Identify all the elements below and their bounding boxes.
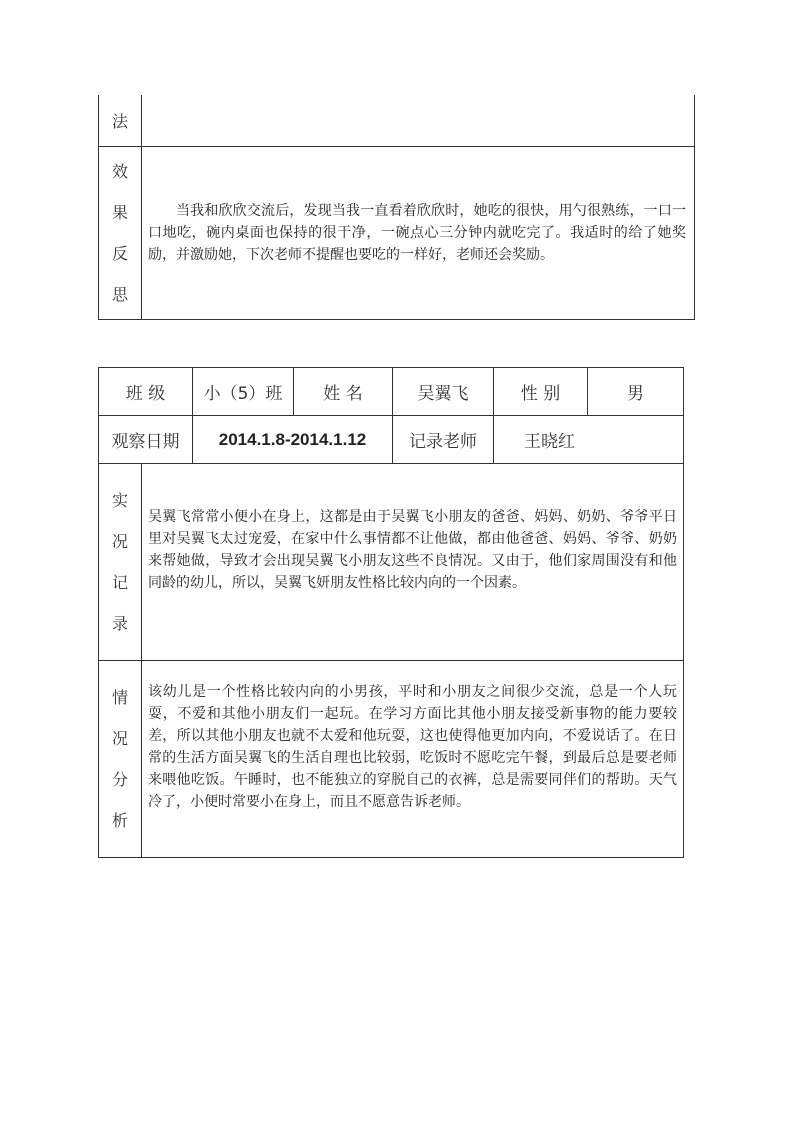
record-text: 吴翼飞常常小便小在身上，这都是由于吴翼飞小朋友的爸爸、妈妈、奶奶、爷爷平日里对吴翼飞太过宠爱，在家中什么事情都不让他做，都由他爸爸、妈妈、爷爷、奶奶来帮她做，导致才会出现吴翼飞小朋友这些不良情况。又由于，他们家周围没有和他同龄的幼儿，所以，吴翼飞妍朋友性格比较内向的一个因素。 (148, 509, 677, 591)
effect-label (99, 146, 142, 319)
record-label-char: 况 (111, 532, 128, 551)
method-label (99, 95, 142, 146)
analysis-label-char: 况 (111, 729, 128, 748)
method-content (142, 95, 695, 146)
analysis-text-cell (142, 661, 684, 858)
method-label-char: 法 (111, 111, 128, 131)
teacher-value: 王晓红 (494, 416, 684, 464)
record-label (99, 464, 142, 661)
class-value: 小（5）班 (193, 368, 294, 416)
info-row-2 (99, 416, 684, 464)
effect-text-cell (142, 146, 695, 319)
record-label-char: 录 (111, 614, 128, 633)
observation-table-2 (98, 367, 684, 858)
name-value: 吴翼飞 (393, 368, 494, 416)
analysis-label (99, 661, 142, 858)
gender-label: 性 别 (494, 368, 588, 416)
info-row-1 (99, 368, 684, 416)
record-text-cell (142, 464, 684, 661)
gender-value: 男 (588, 368, 684, 416)
analysis-text: 该幼儿是一个性格比较内向的小男孩，平时和小朋友之间很少交流，总是一个人玩耍，不爱和其他小朋友们一起玩。在学习方面比其他小朋友接受新事物的能力要较差，所以其他小朋友也就不太爱和他玩耍，这也使得他更加内向，不爱说话了。在日常的生活方面吴翼飞的生活自理也比较弱，吃饭时不愿吃完午餐，到最后总是要老师来喂他吃饭。午睡时，也不能独立的穿脱自己的衣裤，总是需要同伴们的帮助。天气冷了，小便时常要小在身上，而且不愿意告诉老师。 (148, 684, 677, 810)
name-label: 姓 名 (294, 368, 393, 416)
observation-table-1 (98, 95, 695, 320)
effect-label-char: 反 (111, 243, 128, 263)
record-label-char: 实 (111, 491, 128, 510)
analysis-label-char: 情 (111, 688, 128, 707)
effect-row (99, 146, 695, 319)
analysis-label-char: 分 (111, 770, 128, 789)
class-label: 班 级 (99, 368, 193, 416)
analysis-row (99, 661, 684, 858)
date-label: 观察日期 (99, 416, 193, 464)
analysis-label-char: 析 (111, 811, 128, 830)
effect-label-char: 效 (111, 161, 128, 181)
effect-text: 当我和欣欣交流后，发现当我一直看着欣欣时，她吃的很快，用勺很熟练，一口一口地吃，碗内桌面也保持的很干净，一碗点心三分钟内就吃完了。我适时的给了她奖励，并激励她，下次老师不提醒也要吃的一样好，老师还会奖励。 (148, 202, 686, 263)
teacher-label: 记录老师 (393, 416, 494, 464)
record-label-char: 记 (111, 573, 128, 592)
effect-label-char: 果 (111, 202, 128, 222)
effect-label-char: 思 (111, 284, 128, 304)
method-row (99, 95, 695, 146)
record-row (99, 464, 684, 661)
date-value: 2014.1.8-2014.1.12 (193, 416, 393, 464)
